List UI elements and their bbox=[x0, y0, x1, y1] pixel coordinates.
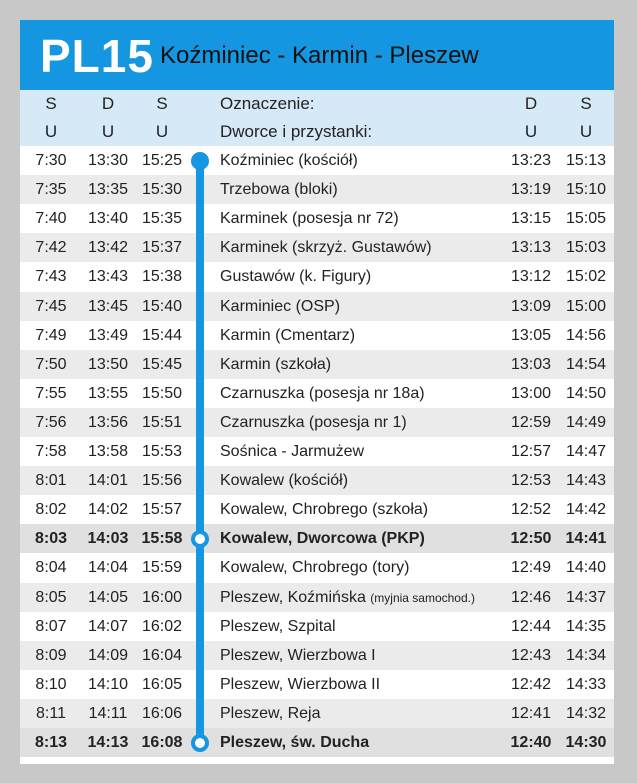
time-return-su: 14:54 bbox=[565, 355, 607, 373]
time-su-2: 15:56 bbox=[141, 472, 183, 490]
start-stop-marker bbox=[191, 152, 209, 170]
time-return-du: 12:50 bbox=[510, 530, 552, 548]
time-du: 13:45 bbox=[87, 297, 129, 315]
time-su-1: 7:35 bbox=[35, 181, 67, 199]
time-su-1: 8:01 bbox=[35, 472, 67, 490]
time-return-su: 14:42 bbox=[565, 501, 607, 519]
time-su-2: 15:50 bbox=[141, 384, 183, 402]
stop-label: Kowalew (kościół) bbox=[220, 472, 349, 490]
time-return-su: 14:43 bbox=[565, 472, 607, 490]
time-return-du: 12:53 bbox=[510, 472, 552, 490]
time-su-2: 15:58 bbox=[141, 530, 183, 548]
stop-name bbox=[220, 379, 425, 409]
route-name: Koźminiec - Karmin - Pleszew bbox=[160, 42, 479, 69]
time-return-du: 12:46 bbox=[510, 588, 552, 606]
time-return-du: 13:13 bbox=[510, 239, 552, 257]
col-header-left-2-bottom: U bbox=[101, 122, 115, 141]
major-stop-marker bbox=[191, 734, 209, 752]
time-return-su: 15:03 bbox=[565, 239, 607, 257]
time-return-su: 14:50 bbox=[565, 384, 607, 402]
time-du: 14:11 bbox=[88, 704, 128, 722]
col-header-left-3-bottom: U bbox=[155, 122, 169, 141]
stop-name bbox=[220, 524, 425, 554]
table-row bbox=[20, 728, 614, 757]
time-return-su: 14:49 bbox=[565, 413, 607, 431]
time-su-2: 15:51 bbox=[141, 413, 183, 431]
time-return-su: 15:02 bbox=[565, 268, 607, 286]
time-du: 13:50 bbox=[87, 355, 129, 373]
time-su-2: 15:45 bbox=[141, 355, 183, 373]
time-su-1: 7:43 bbox=[35, 268, 67, 286]
route-line bbox=[196, 160, 204, 746]
col-header-left-2-top: D bbox=[101, 94, 115, 113]
time-su-1: 7:30 bbox=[35, 152, 67, 169]
time-return-du: 13:09 bbox=[510, 297, 552, 315]
time-su-2: 15:44 bbox=[141, 326, 183, 344]
table-row bbox=[20, 437, 614, 466]
time-su-2: 15:53 bbox=[141, 443, 183, 460]
stop-label: Kowalew, Chrobrego (tory) bbox=[220, 559, 410, 577]
time-su-2: 15:57 bbox=[141, 501, 183, 519]
stop-name bbox=[220, 408, 407, 438]
time-du: 13:35 bbox=[87, 181, 129, 199]
time-return-du: 12:59 bbox=[510, 413, 552, 431]
route-header bbox=[20, 20, 614, 90]
col-header-left-1-top: S bbox=[45, 94, 57, 113]
table-row bbox=[20, 466, 614, 495]
time-su-1: 7:40 bbox=[35, 210, 67, 228]
stop-name bbox=[220, 350, 331, 380]
time-du: 14:02 bbox=[87, 501, 129, 519]
time-du: 13:40 bbox=[87, 210, 129, 228]
time-du: 14:05 bbox=[87, 588, 129, 606]
stop-name bbox=[220, 553, 409, 583]
stop-label: Kowalew, Chrobrego (szkoła) bbox=[220, 501, 429, 519]
time-su-1: 8:04 bbox=[35, 559, 67, 577]
table-row bbox=[20, 175, 614, 204]
time-return-du: 13:15 bbox=[510, 210, 552, 228]
stop-label: Sośnica - Jarmużew bbox=[220, 443, 365, 460]
table-row bbox=[20, 262, 614, 291]
table-row bbox=[20, 583, 614, 612]
stop-label: Pleszew, św. Ducha bbox=[220, 734, 370, 751]
stop-label: Karminiec (OSP) bbox=[220, 297, 341, 315]
time-du: 14:04 bbox=[87, 559, 129, 577]
time-su-1: 7:49 bbox=[35, 326, 67, 344]
table-row bbox=[20, 321, 614, 350]
time-su-2: 16:08 bbox=[141, 734, 183, 751]
time-return-su: 15:05 bbox=[565, 210, 607, 228]
time-return-su: 14:37 bbox=[565, 588, 607, 606]
time-return-du: 12:49 bbox=[510, 559, 552, 577]
time-su-2: 15:38 bbox=[141, 268, 183, 286]
stop-label: Czarnuszka (posesja nr 1) bbox=[220, 413, 407, 431]
time-du: 13:55 bbox=[87, 384, 129, 402]
table-row bbox=[20, 292, 614, 321]
time-return-su: 14:41 bbox=[565, 530, 607, 548]
time-return-su: 14:47 bbox=[565, 443, 607, 460]
time-su-2: 15:25 bbox=[141, 152, 183, 169]
table-row bbox=[20, 524, 614, 553]
stops-label: Dworce i przystanki: bbox=[220, 122, 373, 141]
stop-note: (myjnia samochod.) bbox=[370, 590, 475, 605]
stop-name bbox=[220, 466, 348, 496]
time-su-2: 16:02 bbox=[141, 617, 183, 635]
time-su-2: 15:30 bbox=[141, 181, 183, 199]
time-su-2: 16:05 bbox=[141, 675, 183, 693]
stop-name bbox=[220, 699, 321, 729]
stop-name bbox=[220, 641, 376, 671]
time-su-2: 16:06 bbox=[141, 704, 183, 722]
timetable-card bbox=[20, 20, 614, 764]
stop-name bbox=[220, 612, 336, 642]
col-header-left-3-top: S bbox=[156, 94, 168, 113]
stop-name bbox=[220, 495, 428, 525]
stop-label: Trzebowa (bloki) bbox=[220, 181, 338, 199]
time-du: 13:42 bbox=[87, 239, 129, 257]
time-du: 13:30 bbox=[87, 152, 129, 169]
table-row bbox=[20, 146, 614, 175]
time-su-1: 7:58 bbox=[35, 443, 67, 460]
stop-name bbox=[220, 728, 369, 758]
time-su-1: 8:10 bbox=[35, 675, 67, 693]
time-su-1: 8:07 bbox=[35, 617, 67, 635]
time-du: 13:58 bbox=[87, 443, 129, 460]
time-su-1: 7:45 bbox=[35, 297, 67, 315]
major-stop-marker bbox=[191, 530, 209, 548]
stop-name bbox=[220, 583, 475, 613]
stop-label: Pleszew, Wierzbowa I bbox=[220, 646, 376, 664]
table-row bbox=[20, 699, 614, 728]
col-header-right-2-bottom: U bbox=[579, 122, 593, 141]
stop-name bbox=[220, 321, 355, 351]
table-header bbox=[20, 90, 614, 146]
stop-label: Karmin (szkoła) bbox=[220, 355, 332, 373]
time-su-1: 8:13 bbox=[34, 734, 68, 751]
col-header-right-1-bottom: U bbox=[524, 122, 538, 141]
stop-name bbox=[220, 292, 340, 322]
time-return-du: 12:44 bbox=[510, 617, 552, 635]
time-su-2: 16:04 bbox=[141, 646, 183, 664]
stop-label: Karminek (skrzyż. Gustawów) bbox=[220, 239, 432, 257]
time-su-1: 7:55 bbox=[35, 384, 67, 402]
stop-label: Karminek (posesja nr 72) bbox=[220, 210, 399, 228]
stop-label: Karmin (Cmentarz) bbox=[220, 326, 356, 344]
time-return-du: 13:12 bbox=[510, 268, 552, 286]
time-return-su: 15:00 bbox=[565, 297, 607, 315]
time-su-1: 8:02 bbox=[35, 501, 67, 519]
time-du: 14:10 bbox=[87, 675, 129, 693]
time-return-du: 13:03 bbox=[510, 355, 552, 373]
time-du: 14:07 bbox=[87, 617, 129, 635]
time-return-su: 14:32 bbox=[565, 704, 607, 722]
time-su-1: 7:42 bbox=[35, 239, 67, 257]
time-su-2: 15:35 bbox=[141, 210, 183, 228]
stop-label: Pleszew, Reja bbox=[220, 704, 321, 722]
stop-name bbox=[220, 146, 358, 176]
stop-label: Pleszew, Koźmińska bbox=[220, 588, 371, 606]
stop-name bbox=[220, 670, 380, 700]
line-code: PL15 bbox=[40, 30, 154, 82]
stop-name bbox=[220, 175, 338, 205]
time-return-su: 15:10 bbox=[565, 181, 607, 199]
time-su-1: 8:03 bbox=[34, 530, 68, 548]
time-return-su: 15:13 bbox=[565, 152, 607, 169]
time-return-du: 13:00 bbox=[510, 384, 552, 402]
time-return-du: 12:57 bbox=[510, 443, 552, 460]
time-du: 14:09 bbox=[87, 646, 129, 664]
time-return-du: 12:52 bbox=[510, 501, 552, 519]
time-du: 13:49 bbox=[87, 326, 129, 344]
time-return-du: 12:41 bbox=[510, 704, 552, 722]
time-return-su: 14:35 bbox=[565, 617, 607, 635]
time-su-1: 8:05 bbox=[35, 588, 67, 606]
stop-name bbox=[220, 233, 432, 263]
time-return-su: 14:34 bbox=[565, 646, 607, 664]
stop-label: Koźminiec (kościół) bbox=[220, 152, 358, 169]
table-row bbox=[20, 553, 614, 582]
time-return-su: 14:40 bbox=[565, 559, 607, 577]
col-header-right-2-top: S bbox=[580, 94, 592, 113]
table-row bbox=[20, 408, 614, 437]
time-su-2: 15:37 bbox=[141, 239, 183, 257]
time-return-du: 13:19 bbox=[510, 181, 552, 199]
table-row bbox=[20, 204, 614, 233]
stop-name bbox=[220, 262, 371, 292]
time-du: 14:01 bbox=[87, 472, 129, 490]
time-su-1: 7:56 bbox=[35, 413, 67, 431]
stop-name bbox=[220, 204, 399, 234]
stop-name bbox=[220, 437, 364, 467]
table-row bbox=[20, 350, 614, 379]
time-du: 14:13 bbox=[87, 734, 129, 751]
designation-label: Oznaczenie: bbox=[220, 94, 315, 113]
time-su-2: 15:40 bbox=[141, 297, 183, 315]
table-row bbox=[20, 641, 614, 670]
time-su-1: 8:09 bbox=[35, 646, 67, 664]
time-su-2: 15:59 bbox=[141, 559, 183, 577]
stop-label: Gustawów (k. Figury) bbox=[220, 268, 372, 286]
table-row bbox=[20, 233, 614, 262]
stop-label: Czarnuszka (posesja nr 18a) bbox=[220, 384, 425, 402]
col-header-left-1-bottom: U bbox=[44, 122, 58, 141]
table-row bbox=[20, 495, 614, 524]
time-return-du: 12:42 bbox=[510, 675, 552, 693]
time-du: 13:56 bbox=[87, 413, 129, 431]
time-return-su: 14:56 bbox=[565, 326, 607, 344]
time-du: 14:03 bbox=[87, 530, 129, 548]
stop-label: Pleszew, Szpital bbox=[220, 617, 336, 635]
table-row bbox=[20, 612, 614, 641]
time-return-du: 13:05 bbox=[510, 326, 552, 344]
time-return-su: 14:33 bbox=[565, 675, 607, 693]
col-header-right-1-top: D bbox=[524, 94, 538, 113]
time-su-1: 8:11 bbox=[36, 704, 66, 722]
time-return-du: 13:23 bbox=[510, 152, 552, 169]
time-du: 13:43 bbox=[87, 268, 129, 286]
table-row bbox=[20, 379, 614, 408]
time-su-1: 7:50 bbox=[35, 355, 67, 373]
stop-label: Pleszew, Wierzbowa II bbox=[220, 675, 381, 693]
table-row bbox=[20, 670, 614, 699]
time-return-du: 12:43 bbox=[510, 646, 552, 664]
time-return-du: 12:40 bbox=[510, 734, 552, 751]
stop-label: Kowalew, Dworcowa (PKP) bbox=[220, 530, 425, 548]
time-return-su: 14:30 bbox=[565, 734, 607, 751]
time-su-2: 16:00 bbox=[141, 588, 183, 606]
